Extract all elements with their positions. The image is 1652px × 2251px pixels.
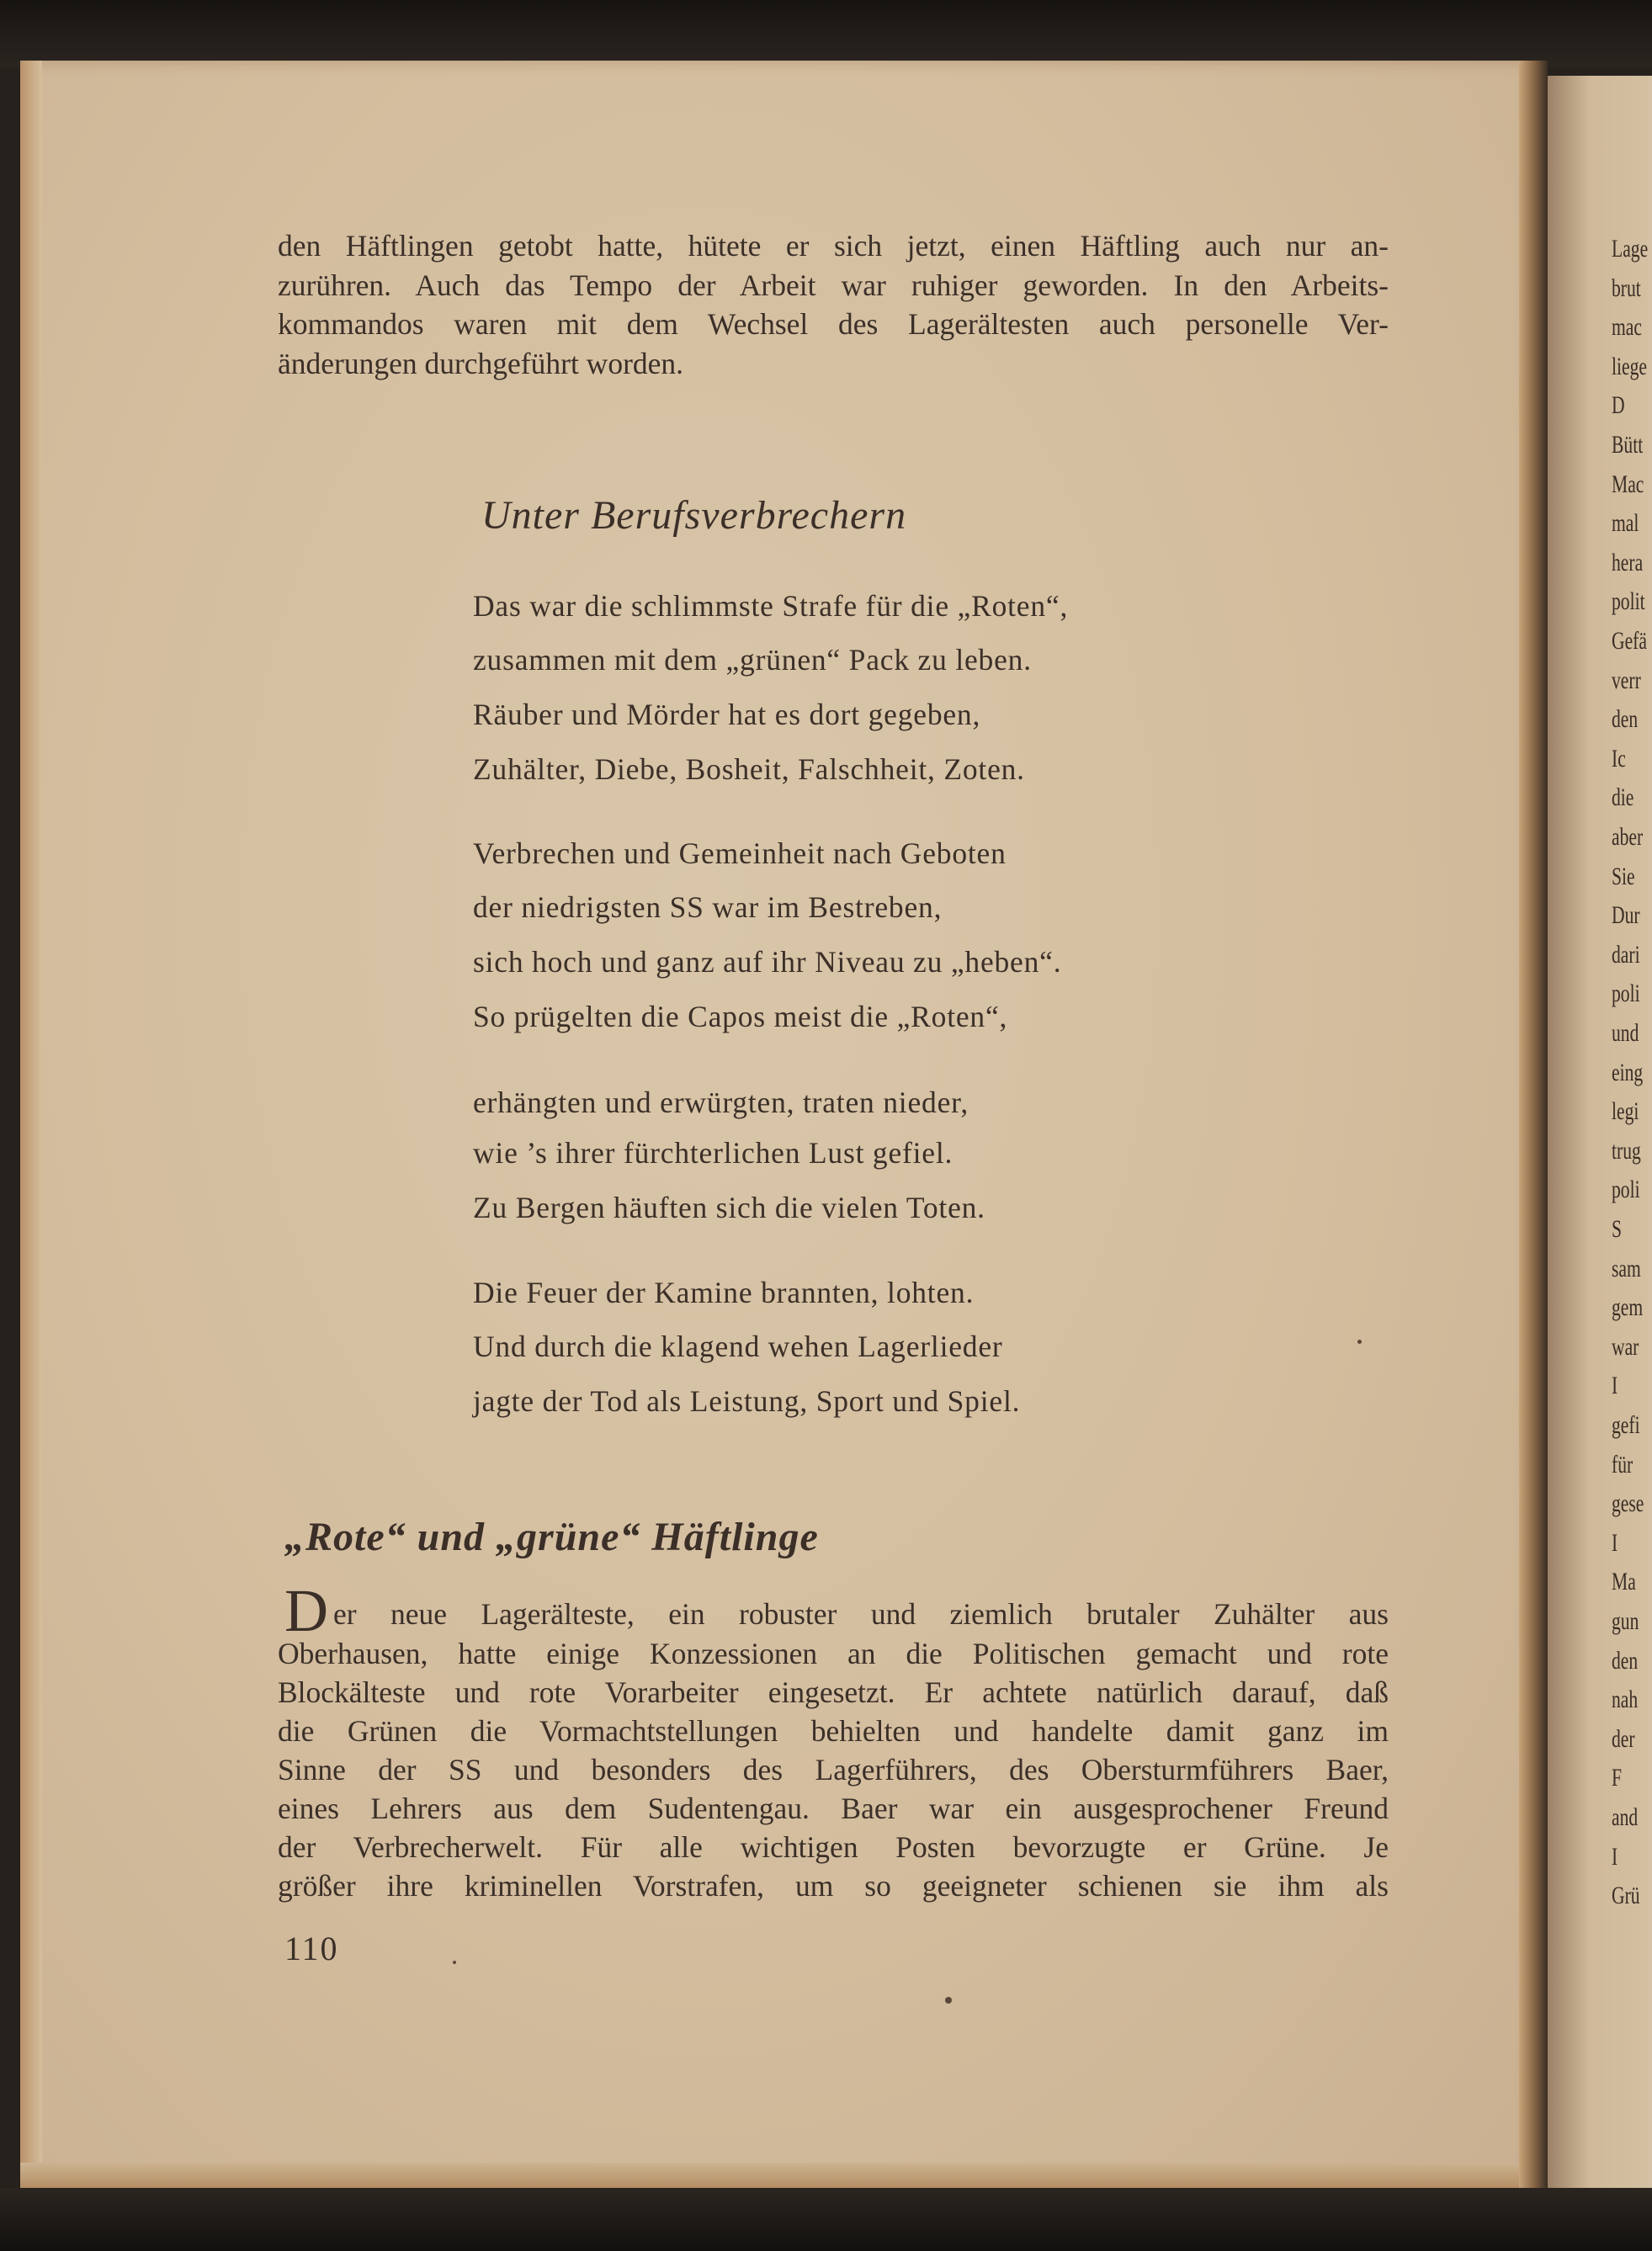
facing-page-fragment: aber — [1612, 823, 1644, 851]
facing-page-fragment: sam — [1612, 1255, 1641, 1282]
facing-page-fragment: gefi — [1612, 1411, 1640, 1439]
verse-line: erhängten und erwürgten, traten nieder, — [473, 1086, 969, 1119]
facing-page-fragment: I — [1612, 1372, 1618, 1399]
page-edge-left — [20, 61, 42, 2188]
section-line: die Grünen die Vormachtstellungen behielten und handelte damit ganz im — [278, 1714, 1389, 1748]
verse-line: Verbrechen und Gemeinheit nach Geboten — [473, 836, 1007, 870]
verse-line: zusammen mit dem „grünen“ Pack zu leben. — [473, 643, 1032, 677]
facing-page-fragment: den — [1612, 1647, 1639, 1675]
facing-page-fragment: Lage — [1612, 235, 1649, 263]
facing-page-fragment: gem — [1612, 1293, 1644, 1321]
verse-line: So prügelten die Capos meist die „Roten“, — [473, 1000, 1008, 1033]
facing-page-fragment: poli — [1612, 980, 1640, 1007]
verse-line: Räuber und Mörder hat es dort gegeben, — [473, 698, 981, 731]
facing-page-fragment: F — [1612, 1764, 1623, 1792]
facing-page-fragment: dari — [1612, 941, 1640, 969]
facing-page-fragment: Sie — [1612, 863, 1635, 890]
facing-page-fragment: poli — [1612, 1176, 1640, 1203]
verse-line: Zu Bergen häuften sich die vielen Toten. — [473, 1191, 985, 1224]
facing-page-fragment: war — [1612, 1333, 1639, 1361]
verse-line: wie ’s ihrer fürchterlichen Lust gefiel. — [473, 1136, 953, 1170]
section-line: Oberhausen, hatte einige Konzessionen an die Politischen gemacht und rote — [278, 1637, 1389, 1670]
facing-page-fragment: für — [1612, 1451, 1633, 1479]
section-line: Blockälteste und rote Vorarbeiter eingesetzt. Er achtete natürlich darauf, daß — [278, 1675, 1389, 1709]
facing-page-fragment: Mac — [1612, 470, 1644, 498]
facing-page-fragment: brut — [1612, 274, 1641, 302]
verse-line: Das war die schlimmste Strafe für die „Roten“, — [473, 589, 1069, 623]
facing-page-fragment: polit — [1612, 587, 1645, 615]
page-number: 110 — [284, 1930, 339, 1967]
intro-line: zurühren. Auch das Tempo der Arbeit war ruhiger geworden. In den Arbeits- — [278, 268, 1389, 302]
scan-backdrop-top — [0, 0, 1652, 67]
facing-page-fragment: und — [1612, 1019, 1639, 1047]
section-line: Sinne der SS und besonders des Lagerführers, des Obersturmführers Baer, — [278, 1753, 1389, 1786]
facing-page-fragment: Gefä — [1612, 627, 1647, 655]
paper-speck — [1357, 1340, 1362, 1344]
facing-page-fragment: nah — [1612, 1686, 1639, 1713]
facing-page-fragment: S — [1612, 1215, 1623, 1243]
facing-page-fragment: Grü — [1612, 1882, 1640, 1909]
section-line: größer ihre kriminellen Vorstrafen, um so geeigneter schienen sie ihm als — [278, 1869, 1389, 1903]
paper-speck — [453, 1961, 456, 1964]
scan-backdrop-bottom — [0, 2188, 1652, 2251]
facing-page-fragment: Ic — [1612, 745, 1626, 772]
facing-page-fragment: and — [1612, 1803, 1639, 1831]
facing-page-fragment: die — [1612, 783, 1634, 811]
section-line: er neue Lagerälteste, ein robuster und ziemlich brutaler Zuhälter aus — [333, 1597, 1389, 1631]
verse-line: sich hoch und ganz auf ihr Niveau zu „heben“. — [473, 945, 1062, 979]
verse-line: Zuhälter, Diebe, Bosheit, Falschheit, Zoten. — [473, 752, 1025, 786]
section-line: der Verbrecherwelt. Für alle wichtigen Posten bevorzugte er Grüne. Je — [278, 1830, 1389, 1864]
verse-line: jagte der Tod als Leistung, Sport und Spiel. — [473, 1384, 1021, 1418]
facing-page-fragment: verr — [1612, 666, 1641, 694]
poem-title: Unter Berufsverbrechern — [481, 493, 907, 538]
drop-cap: D — [284, 1577, 328, 1644]
facing-page-fragment: mal — [1612, 509, 1639, 537]
verse-line: Und durch die klagend wehen Lagerlieder — [473, 1330, 1003, 1363]
book-gutter — [1519, 61, 1548, 2188]
facing-page-fragment: hera — [1612, 549, 1644, 576]
facing-page-fragment: liege — [1612, 353, 1647, 380]
facing-page-fragment: D — [1612, 391, 1625, 419]
facing-page-fragment: I — [1612, 1843, 1618, 1871]
facing-page-fragment: Ma — [1612, 1568, 1636, 1595]
verse-line: Die Feuer der Kamine brannten, lohten. — [473, 1276, 975, 1309]
section-line: eines Lehrers aus dem Sudentengau. Baer war ein ausgesprochener Freund — [278, 1792, 1389, 1825]
intro-line: kommandos waren mit dem Wechsel des Lagerältesten auch personelle Ver- — [278, 307, 1389, 341]
facing-page-fragment: eing — [1612, 1059, 1644, 1086]
facing-page-fragment: trug — [1612, 1137, 1641, 1165]
facing-page-fragment: I — [1612, 1529, 1618, 1557]
intro-line: änderungen durchgeführt worden. — [278, 347, 684, 380]
facing-page-fragment: legi — [1612, 1097, 1639, 1125]
facing-page-fragment: gese — [1612, 1489, 1644, 1517]
facing-page-fragment: den — [1612, 705, 1639, 733]
page-edge-bottom — [20, 2163, 1531, 2188]
facing-page-fragment: Dur — [1612, 901, 1640, 929]
intro-line: den Häftlingen getobt hatte, hütete er sich jetzt, einen Häftling auch nur an- — [278, 229, 1389, 263]
paper-speck — [945, 1997, 952, 2004]
facing-page-fragment: Bütt — [1612, 431, 1644, 459]
facing-page-fragment: mac — [1612, 313, 1642, 341]
facing-page-fragment: gun — [1612, 1607, 1639, 1635]
facing-page — [1548, 76, 1652, 2188]
facing-page-fragment: der — [1612, 1725, 1635, 1753]
section-title: „Rote“ und „grüne“ Häftlinge — [284, 1515, 819, 1559]
verse-line: der niedrigsten SS war im Bestreben, — [473, 890, 943, 924]
